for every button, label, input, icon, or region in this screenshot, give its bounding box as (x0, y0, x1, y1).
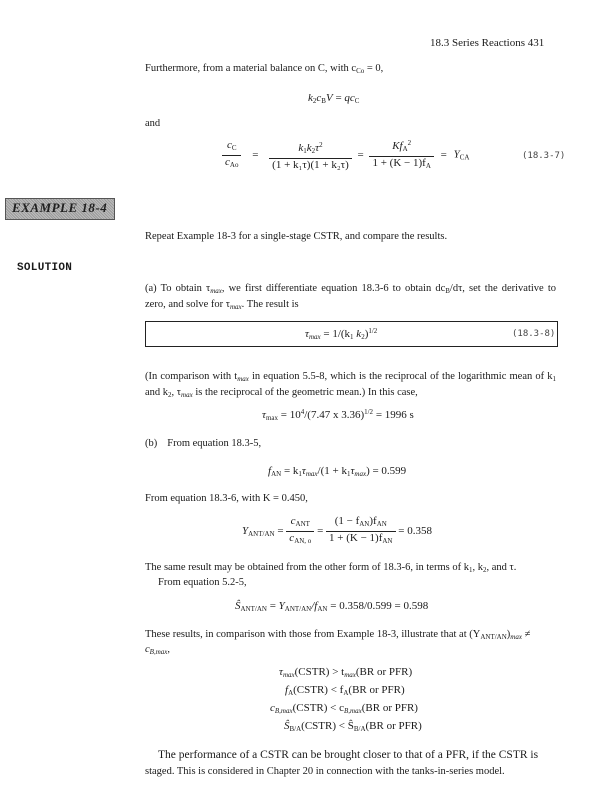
yield-equation: $Y_{ANT/AN}$ = $\frac{c_{ANT}}{c_{AN, o}}$ = $\frac{(1 - f_{AN})f_{AN}}{1 + (K - 1)f_{AN}}$ = 0.358 (242, 515, 432, 548)
comparison-paragraph: (In comparison with $t_{max}$ in equation 5.5-8, which is the reciprocal of the logarithmic mean of $k_1$ and $k_2$, $\tau_{max}$ is the reciprocal of the geometric mean.) In this case, (145, 371, 556, 399)
conclusion-line-2: $c_{B,max}$, (145, 644, 170, 656)
equation-number-18-3-7: (18.3-7) (522, 151, 566, 161)
f-an-equation: $f_{AN} = k_1\tau_{max}/(1 + k_1\tau_{max}) = 0.599$ (268, 465, 407, 478)
balance-equation: $k_2c_BV = qc_C$ (308, 92, 360, 105)
equation-18-3-7: $\frac{c_C}{c_{Ao}}$ = $\frac{k_1k_2\tau^2}{\text{(1 + k₁τ)(1 + k₂τ)}}$ = $\frac{Kf_A^2}{1 + (K - 1)f_A}$ = $Y_{CA}$ (222, 137, 469, 173)
equation-number-18-3-8: (18.3-8) (512, 329, 556, 339)
compare-row-s: $Ŝ_{B/A}(CSTR)$ < $Ŝ_{B/A}(BR$ or PFR) (284, 720, 422, 733)
fraction-kinetic: $\frac{k_1k_2\tau^2}{\text{(1 + k₁τ)(1 + k₂τ)}}$ (269, 139, 352, 172)
example-statement: Repeat Example 18-3 for a single-stage CSTR, and compare the results. (145, 231, 448, 242)
from-equation-18-3-6: From equation 18.3-6, with K = 0.450, (145, 493, 308, 504)
fraction-conversion: $\frac{Kf_A^2}{1 + (K - 1)f_A}$ (369, 137, 433, 173)
same-result-line: The same result may be obtained from the other form of 18.3-6, in terms of $k_1$, $k_2$, and τ. (145, 562, 517, 574)
fraction-cc-cao: $\frac{c_C}{c_{Ao}}$ (222, 139, 241, 172)
final-paragraph-line-2: staged. This is considered in Chapter 20 in connection with the tanks-in-series model. (145, 766, 505, 777)
fraction-cant-cano: $\frac{c_{ANT}}{c_{AN, o}}$ (286, 515, 314, 548)
final-paragraph-line-1: The performance of a CSTR can be brought closer to that of a PFR, if the CSTR is (158, 749, 539, 761)
intro-line: Furthermore, from a material balance on C, with $c_{Co} = 0$, (145, 63, 384, 75)
conclusion-line-1: These results, in comparison with those from Example 18-3, illustrate that at $(Y_{ANT/AN})_{max}$ ≠ (145, 629, 531, 641)
compare-row-cb: $c_{B,max}(CSTR) < c_{B,max}(BR$ or PFR) (270, 702, 418, 715)
from-equation-5-2-5: From equation 5.2-5, (158, 577, 247, 588)
selectivity-equation: $Ŝ_{ANT/AN} = Y_{ANT/AN}/f_{AN} = 0.358/0.599 = 0.598$ (235, 600, 429, 613)
boxed-equation: $\tau_{max} = 1/(k_1$ $k_2)^{1/2}$ (305, 327, 378, 341)
and-word: and (145, 118, 161, 129)
running-header: 18.3 Series Reactions 431 (430, 37, 545, 49)
tau-max-value: $\tau_{max} = 10^4/(7.47$ x 3.36)$^{1/2}$ = 1996 s (262, 408, 414, 422)
part-b-intro: (b) From equation 18.3-5, (145, 438, 262, 449)
compare-row-fa: $f_A(CSTR) < f_A(BR$ or PFR) (285, 684, 405, 697)
example-banner: EXAMPLE 18-4 (5, 198, 115, 220)
solution-label: SOLUTION (17, 262, 73, 274)
compare-row-tau: $\tau_{max}(CSTR) > t_{max}(BR$ or PFR) (279, 666, 413, 679)
part-a-paragraph: (a) To obtain $\tau_{max}$, we first differentiate equation 18.3-6 to obtain $dc_B/d\tau$, set the derivative to zero, and solve for $\tau_{max}$. The result is (145, 283, 556, 311)
fraction-yield: $\frac{(1 - f_{AN})f_{AN}}{1 + (K - 1)f_{AN}}$ (326, 515, 395, 548)
